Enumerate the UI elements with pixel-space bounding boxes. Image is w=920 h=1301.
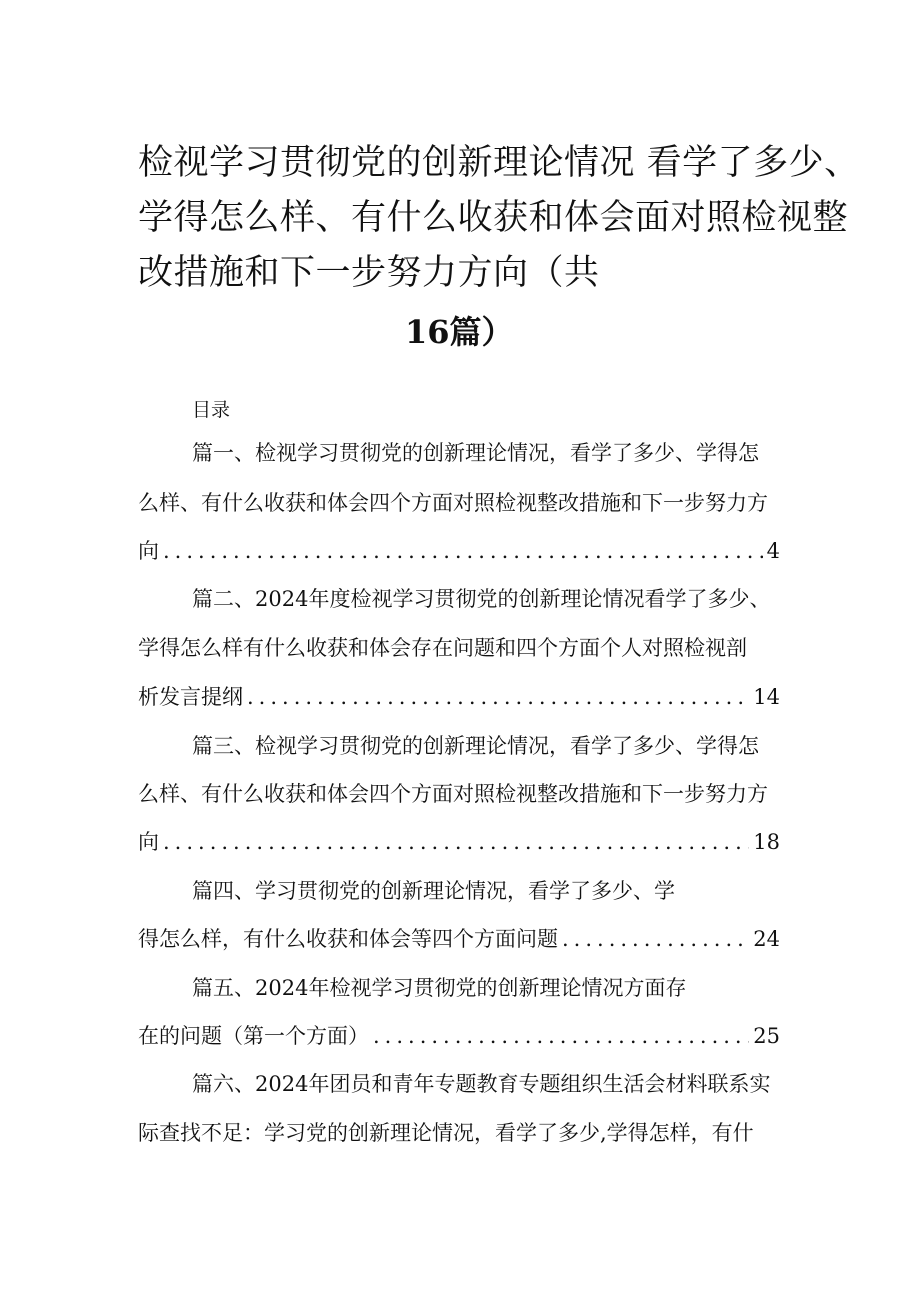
- toc-entry-5-line: 篇五、2024年检视学习贯彻党的创新理论情况方面存: [192, 976, 687, 1000]
- toc-entry-text: 得怎么样，有什么收获和体会等四个方面问题: [138, 927, 558, 951]
- toc-entry-1-last-line[interactable]: [138, 538, 780, 564]
- toc-page-number: 25: [753, 1024, 780, 1048]
- toc-entry-4-line: 篇四、学习贯彻党的创新理论情况，看学了多少、学: [192, 879, 675, 903]
- title-line: 改措施和下一步努力方向（共: [138, 253, 600, 293]
- dot-leader: [373, 1023, 749, 1049]
- toc-entry-5-last-line[interactable]: [138, 1023, 780, 1049]
- dot-leader: [163, 538, 763, 564]
- toc-page-number: 14: [753, 685, 780, 709]
- dot-leader: [247, 684, 749, 710]
- toc-page-number: 4: [766, 539, 780, 563]
- title-count: 16篇）: [405, 313, 514, 351]
- toc-entry-3-last-line[interactable]: [138, 829, 780, 855]
- toc-page-number: 18: [753, 830, 780, 854]
- toc-entry-2-last-line[interactable]: [138, 684, 780, 710]
- toc-entry-6-line[interactable]: 篇六、2024年团员和青年专题教育专题组织生活会材料联系实: [192, 1072, 771, 1096]
- toc-entry-text: 向: [138, 539, 159, 563]
- toc-heading: 目录: [192, 399, 231, 421]
- toc-entry-text: 向: [138, 830, 159, 854]
- toc-entry-2-line: 学得怎么样有什么收获和体会存在问题和四个方面个人对照检视剖: [138, 636, 747, 660]
- toc-entry-text: 在的问题（第一个方面）: [138, 1024, 369, 1048]
- document-title: [138, 136, 860, 301]
- toc-entry-1-line: 么样、有什么收获和体会四个方面对照检视整改措施和下一步努力方: [138, 491, 768, 515]
- toc-entry-3-line: 么样、有什么收获和体会四个方面对照检视整改措施和下一步努力方: [138, 782, 768, 806]
- toc-entry-6-line[interactable]: 际查找不足：学习党的创新理论情况，看学了多少,学得怎样，有什: [138, 1121, 754, 1145]
- toc-entry-3-line: 篇三、检视学习贯彻党的创新理论情况，看学了多少、学得怎: [192, 734, 759, 758]
- toc-entry-4-last-line[interactable]: [138, 926, 780, 952]
- title-line: 学得怎么样、有什么收获和体会面对照检视整: [138, 198, 849, 238]
- toc-page-number: 24: [753, 927, 780, 951]
- dot-leader: [562, 926, 749, 952]
- title-line: 检视学习贯彻党的创新理论情况 看学了多少、: [138, 143, 860, 183]
- dot-leader: [163, 829, 749, 855]
- toc-entry-2-line: 篇二、2024年度检视学习贯彻党的创新理论情况看学了多少、: [192, 587, 771, 611]
- toc-entry-text: 析发言提纲: [138, 685, 243, 709]
- toc-entry-1-line: 篇一、检视学习贯彻党的创新理论情况，看学了多少、学得怎: [192, 441, 759, 465]
